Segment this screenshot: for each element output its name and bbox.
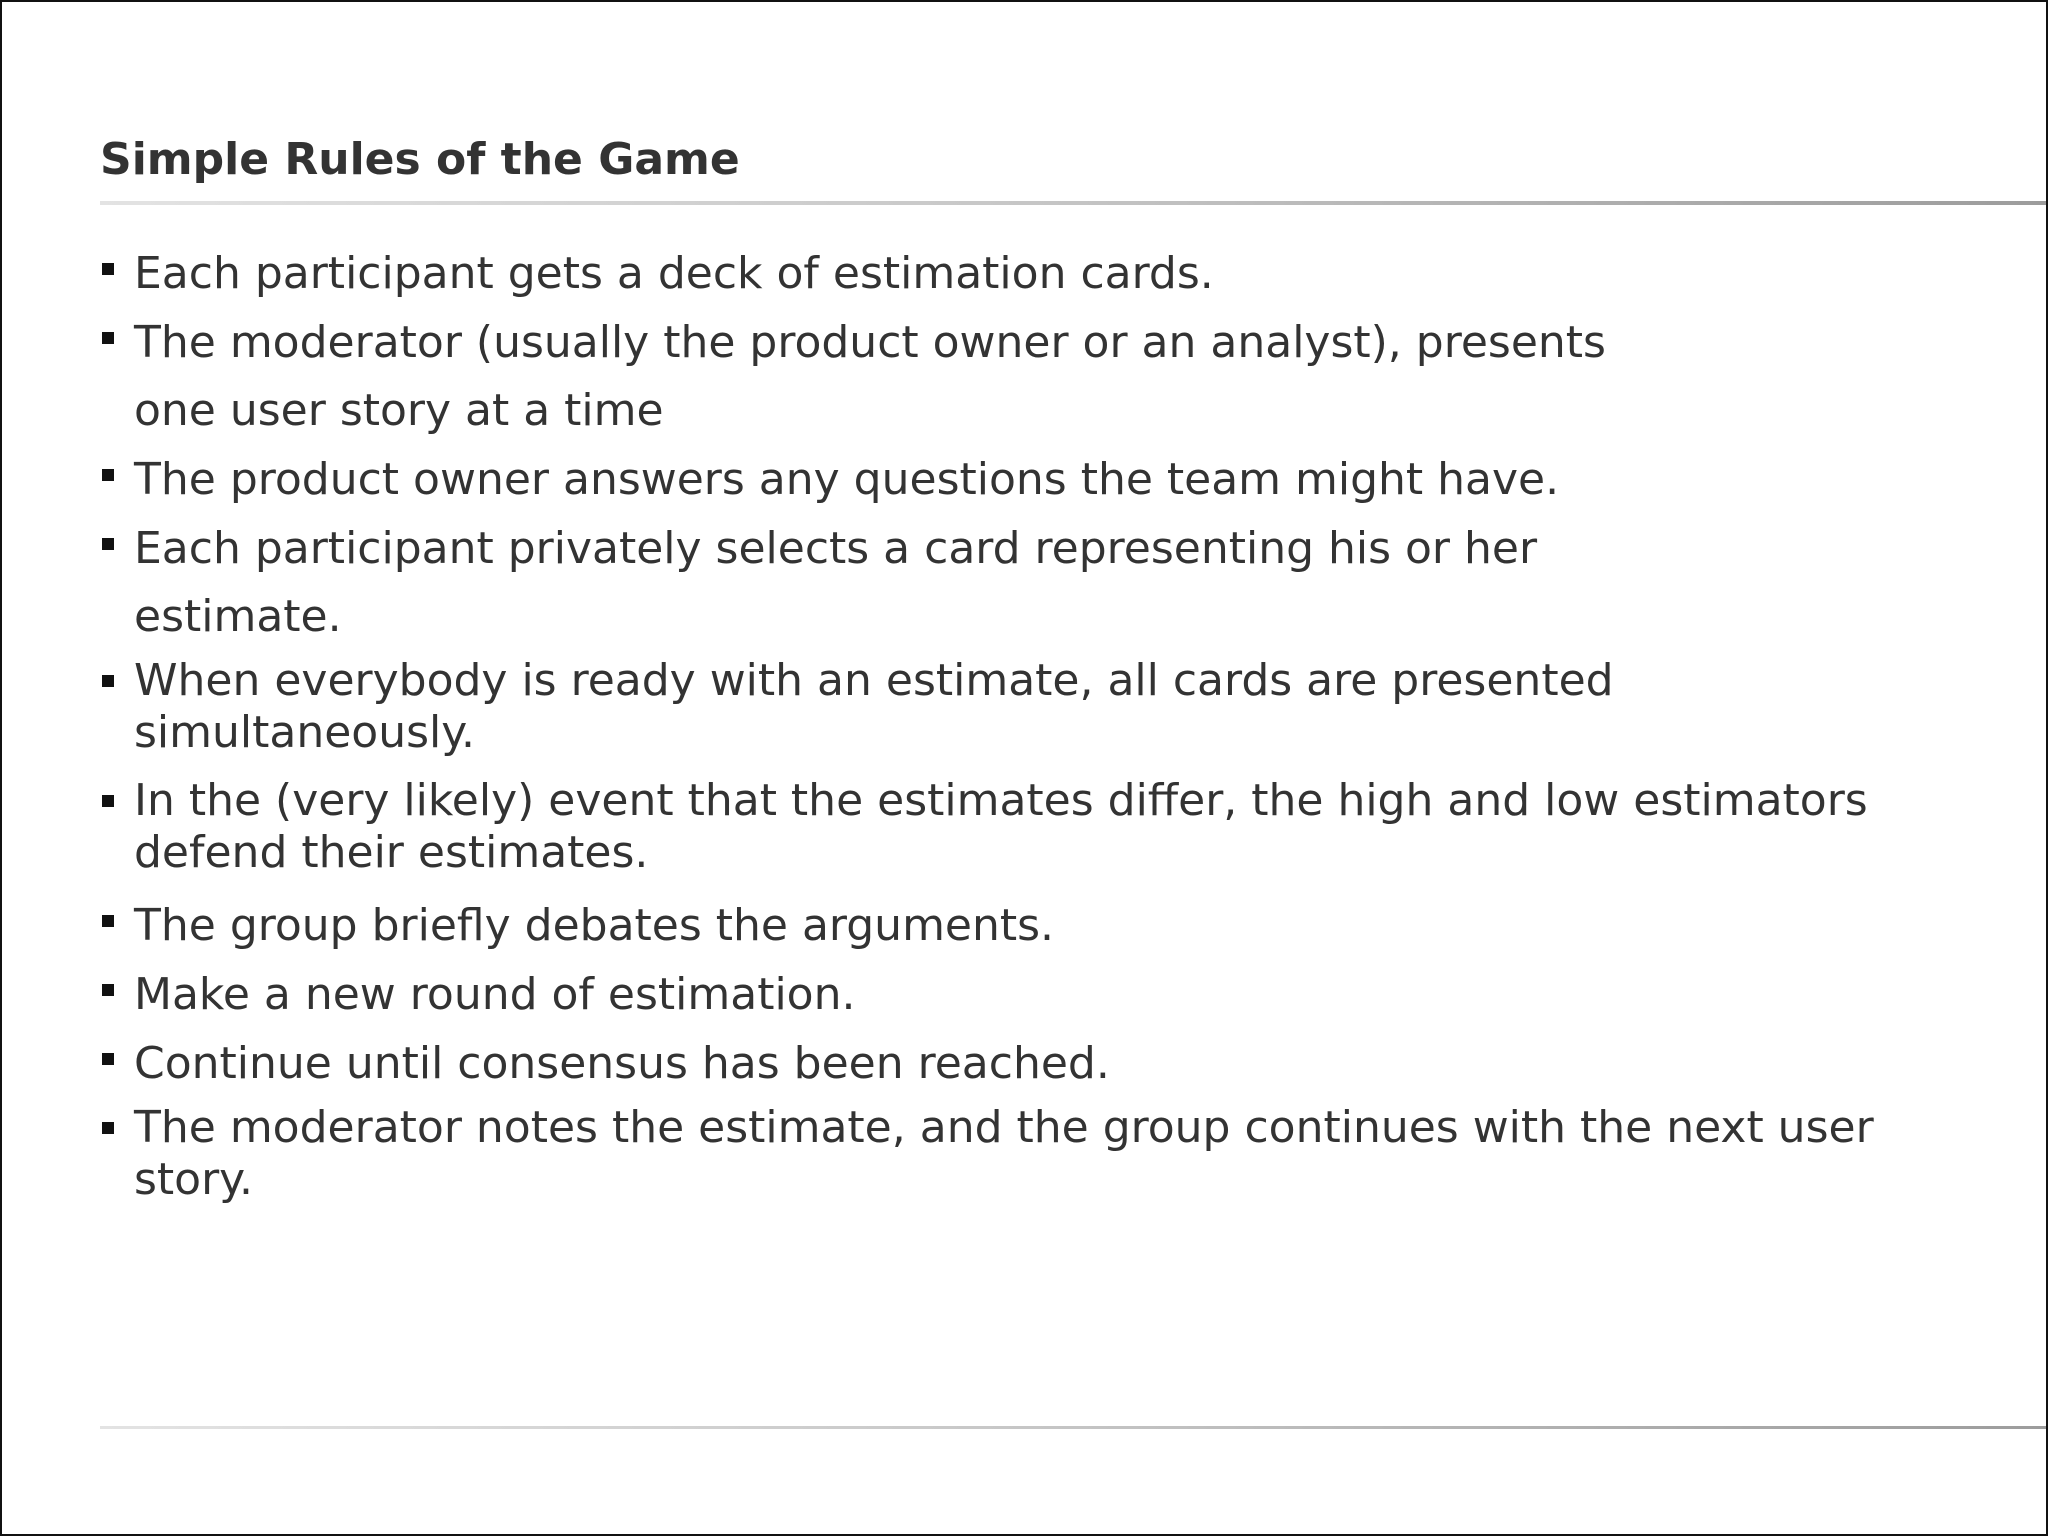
square-bullet-icon [102,538,114,550]
square-bullet-icon [102,469,114,481]
bullet-item [100,309,2000,445]
bullet-item [100,961,2000,1029]
bullet-list [100,240,2000,1219]
bullet-item [100,446,2000,514]
bullet-text-continuation: defend their estimates. [134,827,649,878]
bullet-text: Make a new round of estimation. [134,969,856,1020]
bullet-item [100,515,2000,651]
square-bullet-icon [102,1053,114,1065]
bullet-text-continuation: one user story at a time [134,385,664,436]
bullet-text: The product owner answers any questions the team might have. [134,454,1560,505]
bullet-text: The moderator notes the estimate, and the group continues with the next user [134,1102,1874,1153]
bullet-text: In the (very likely) event that the estimates differ, the high and low estimators [134,775,1868,826]
bullet-item [100,1099,2000,1208]
square-bullet-icon [102,984,114,996]
bullet-item [100,652,2000,761]
bullet-text-continuation: simultaneously. [134,707,475,758]
bullet-text: The moderator (usually the product owner or an analyst), presents [134,317,1606,368]
bullet-text: The group briefly debates the arguments. [134,900,1055,951]
bullet-text-continuation: estimate. [134,591,342,642]
bullet-text: When everybody is ready with an estimate, all cards are presented [134,655,1614,706]
slide-title: Simple Rules of the Game [100,134,740,185]
bullet-text: Continue until consensus has been reached. [134,1038,1110,1089]
square-bullet-icon [102,795,114,807]
bullet-item [100,240,2000,308]
footer-divider [100,1426,2048,1429]
bullet-item [100,1030,2000,1098]
bullet-item [100,892,2000,960]
bullet-item [100,772,2000,881]
square-bullet-icon [102,332,114,344]
bullet-text: Each participant gets a deck of estimation cards. [134,248,1214,299]
bullet-text-continuation: story. [134,1154,253,1205]
bullet-text: Each participant privately selects a card representing his or her [134,523,1538,574]
square-bullet-icon [102,675,114,687]
square-bullet-icon [102,915,114,927]
square-bullet-icon [102,263,114,275]
title-divider [100,201,2048,205]
square-bullet-icon [102,1122,114,1134]
